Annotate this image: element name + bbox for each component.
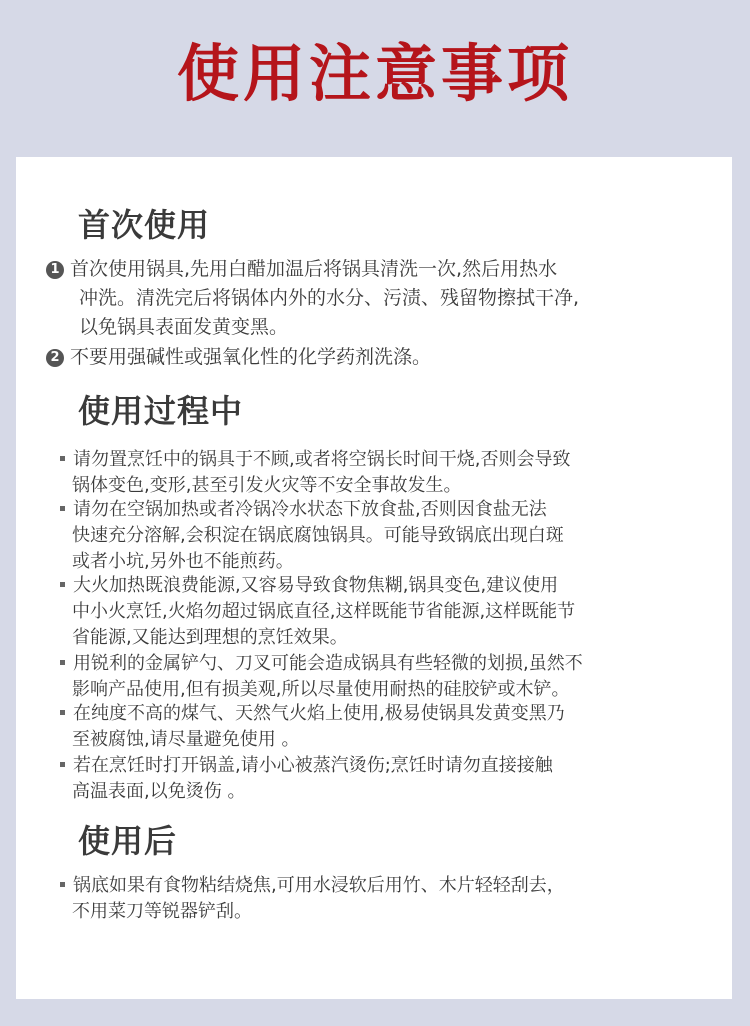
item-text-line: 以免锅具表面发黄变黑。 [79,316,289,338]
item-text-line: 用锐利的金属铲勺、刀叉可能会造成锅具有些轻微的划损,虽然不 [73,653,583,674]
bullet-square-icon [60,762,65,767]
numbered-item-2 [46,343,696,372]
numbered-item-1 [46,255,696,342]
bullet-item-5 [60,701,700,753]
bullet-item-1 [60,447,700,499]
item-text-line: 省能源,又能达到理想的烹饪效果。 [72,627,348,648]
bullet-item-4 [60,651,700,703]
page-title: 使用注意事项 [176,37,573,110]
item-text-line: 不用菜刀等锐器铲刮。 [72,901,252,922]
content-card [16,157,732,999]
item-text-line: 至被腐蚀,请尽量避免使用 。 [72,729,300,750]
item-text-line: 锅底如果有食物粘结烧焦,可用水浸软后用竹、木片轻轻刮去， [73,875,565,896]
item-text-line: 请勿在空锅加热或者冷锅冷水状态下放食盐,否则因食盐无法 [73,499,547,520]
bullet-item-3 [60,573,700,651]
bullet-square-icon [60,582,65,587]
bullet-item-7 [60,873,700,925]
item-text-line: 在纯度不高的煤气、天然气火焰上使用,极易使锅具发黄变黑乃 [73,703,565,724]
item-text-line: 若在烹饪时打开锅盖,请小心被蒸汽烫伤;烹饪时请勿直接接触 [73,755,553,776]
item-text-line: 大火加热既浪费能源,又容易导致食物焦糊,锅具变色,建议使用 [73,575,559,596]
section-heading-during-use: 使用过程中 [78,392,244,430]
item-text-line: 影响产品使用,但有损美观,所以尽量使用耐热的硅胶铲或木铲。 [72,679,570,700]
item-text-line: 首次使用锅具,先用白醋加温后将锅具清洗一次,然后用热水 [70,258,558,280]
item-text-line: 不要用强碱性或强氧化性的化学药剂洗涤。 [70,346,432,368]
bullet-square-icon [60,710,65,715]
number-badge: 1 [46,261,64,279]
item-text-line: 中小火烹饪,火焰勿超过锅底直径,这样既能节省能源,这样既能节 [72,601,576,622]
item-text-line: 锅体变色,变形,甚至引发火灾等不安全事故发生。 [72,475,462,496]
bullet-square-icon [60,660,65,665]
bullet-item-2 [60,497,700,575]
item-text-line: 冲洗。清洗完后将锅体内外的水分、污渍、残留物擦拭干净, [79,287,580,309]
bullet-square-icon [60,882,65,887]
bullet-square-icon [60,506,65,511]
number-badge: 2 [46,349,64,367]
bullet-item-6 [60,753,700,805]
item-text-line: 高温表面,以免烫伤 。 [72,781,246,802]
item-text-line: 或者小坑,另外也不能煎药。 [72,551,294,572]
bullet-square-icon [60,456,65,461]
item-text-line: 快速充分溶解,会积淀在锅底腐蚀锅具。可能导致锅底出现白斑 [72,525,564,546]
section-heading-first-use: 首次使用 [78,206,211,244]
section-heading-after-use: 使用后 [78,822,178,860]
item-text-line: 请勿置烹饪中的锅具于不顾,或者将空锅长时间干烧,否则会导致 [73,449,571,470]
